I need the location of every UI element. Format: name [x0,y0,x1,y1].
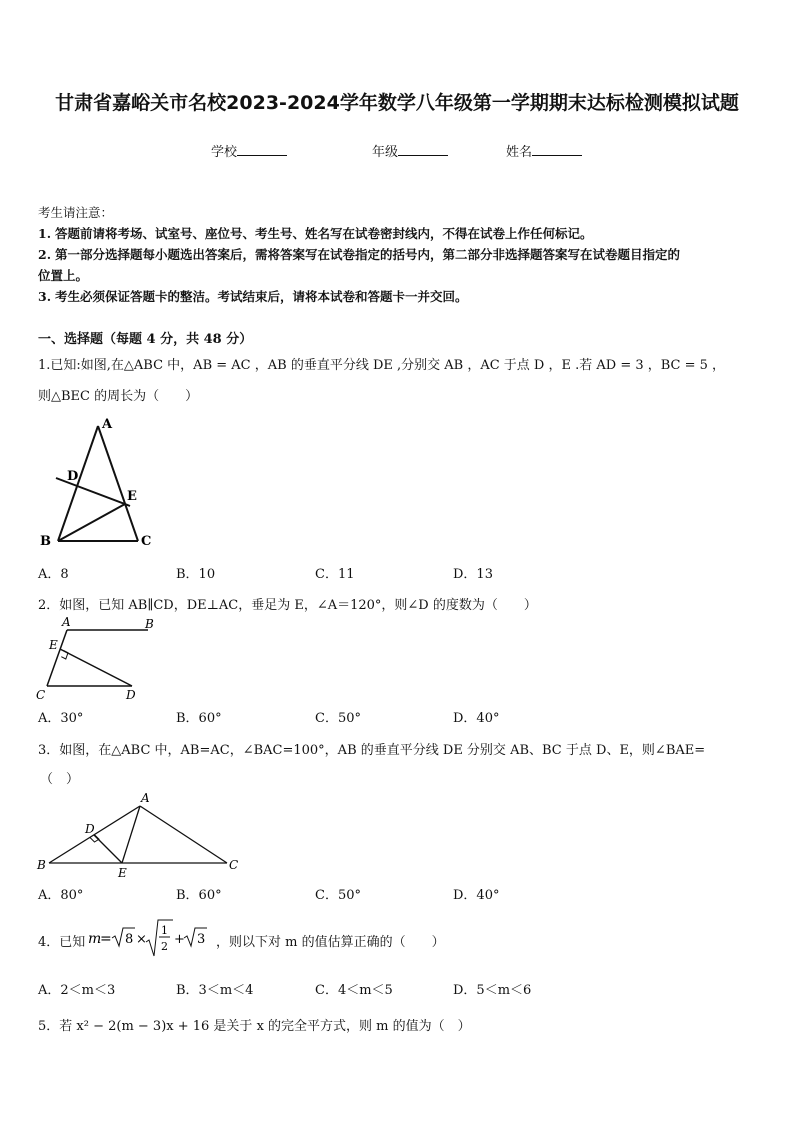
q3-label-c: C [229,858,239,872]
section-heading: 一、选择题（每题 4 分，共 48 分） [38,332,253,347]
q2-label-b: B [145,617,154,631]
q1-stem-line2: 则△BEC 的周长为（ ） [38,389,199,404]
grade-field [372,141,448,160]
q1-label-c: C [141,534,152,549]
q4-equals: = [100,931,112,947]
q1-label-a: A [102,417,113,432]
q4-option-b: B．3＜m＜4 [176,983,254,998]
school-field [211,141,287,160]
notice-item-2-cont: 位置上。 [38,268,89,283]
q4-option-c: C．4＜m＜5 [315,983,393,998]
q1-label-d: D [67,469,79,484]
q2-label-d: D [126,688,136,702]
q2-label-e: E [49,638,58,652]
q3-label-d: D [85,822,95,836]
q2-option-c: C．50° [315,711,361,726]
q1-stem-line1: 1.已知:如图,在△ABC 中，AB = AC ，AB 的垂直平分线 DE ,分别交 AB ，AC 于点 D ，E .若 AD = 3 ，BC = 5 ， [38,358,726,373]
name-field [506,141,582,160]
q4-option-a: A．2＜m＜3 [38,983,116,998]
q3-option-a: A．80° [38,888,84,903]
q3-stem-line1: 3．如图，在△ABC 中，AB=AC，∠BAC=100°，AB 的垂直平分线 DE 分别交 AB、BC 于点 D、E，则∠BAE= [38,743,706,758]
q3-figure [30,788,250,880]
q4-var-m: m [88,931,102,947]
q4-sqrt8: 8 [125,932,134,947]
q3-label-a: A [141,791,150,805]
page-title: 甘肃省嘉峪关市名校2023-2024学年数学八年级第一学期期末达标检测模拟试题 [55,92,739,114]
q2-option-a: A．30° [38,711,84,726]
notice-item-3: 3. 考生必须保证答题卡的整洁。考试结束后，请将本试卷和答题卡一并交回。 [38,289,468,304]
q1-figure [30,414,160,554]
grade-blank [398,143,448,156]
q1-option-d: D．13 [453,567,493,582]
notice-item-1: 1. 答题前请将考场、试室号、座位号、考生号、姓名写在试卷密封线内，不得在试卷上作任何标记。 [38,226,593,241]
q4-frac-num: 1 [161,924,168,937]
q2-option-b: B．60° [176,711,222,726]
q1-label-b: B [40,534,51,549]
q2-stem: 2．如图，已知 AB∥CD，DE⊥AC，垂足为 E，∠A＝120°，则∠D 的度数为（ ） [38,598,537,613]
school-blank [237,143,287,156]
q4-prefix: 4．已知 [38,935,86,950]
q3-option-d: D．40° [453,888,500,903]
q2-label-c: C [36,688,46,702]
q3-label-e: E [118,866,127,880]
name-label: 姓名 [506,145,533,160]
q1-option-c: C．11 [315,567,355,582]
notice-heading: 考生请注意： [38,205,114,220]
q4-suffix: ，则以下对 m 的值估算正确的（ ） [216,935,445,950]
q4-formula [88,918,218,960]
q1-label-e: E [127,489,137,504]
q5-stem: 5．若 x² − 2(m − 3)x + 16 是关于 x 的完全平方式，则 m 的值为（ ） [38,1019,471,1034]
q2-figure [30,612,160,704]
q2-label-a: A [62,615,71,629]
q1-option-b: B．10 [176,567,216,582]
q4-option-d: D．5＜m＜6 [453,983,532,998]
q4-plus: + [174,932,185,947]
q3-stem-line2: （ ） [40,772,80,787]
school-label: 学校 [211,145,238,160]
q3-option-c: C．50° [315,888,361,903]
grade-label: 年级 [372,145,399,160]
name-blank [532,143,582,156]
q3-option-b: B．60° [176,888,222,903]
q3-label-b: B [37,858,46,872]
q2-option-d: D．40° [453,711,500,726]
q4-frac-den: 2 [161,940,168,953]
q4-times: × [136,932,147,947]
notice-item-2: 2. 第一部分选择题每小题选出答案后，需将答案写在试卷指定的括号内，第二部分非选择题答案写在试卷题目指定的 [38,247,681,262]
q4-sqrt3: 3 [197,932,206,947]
q1-option-a: A．8 [38,567,69,582]
